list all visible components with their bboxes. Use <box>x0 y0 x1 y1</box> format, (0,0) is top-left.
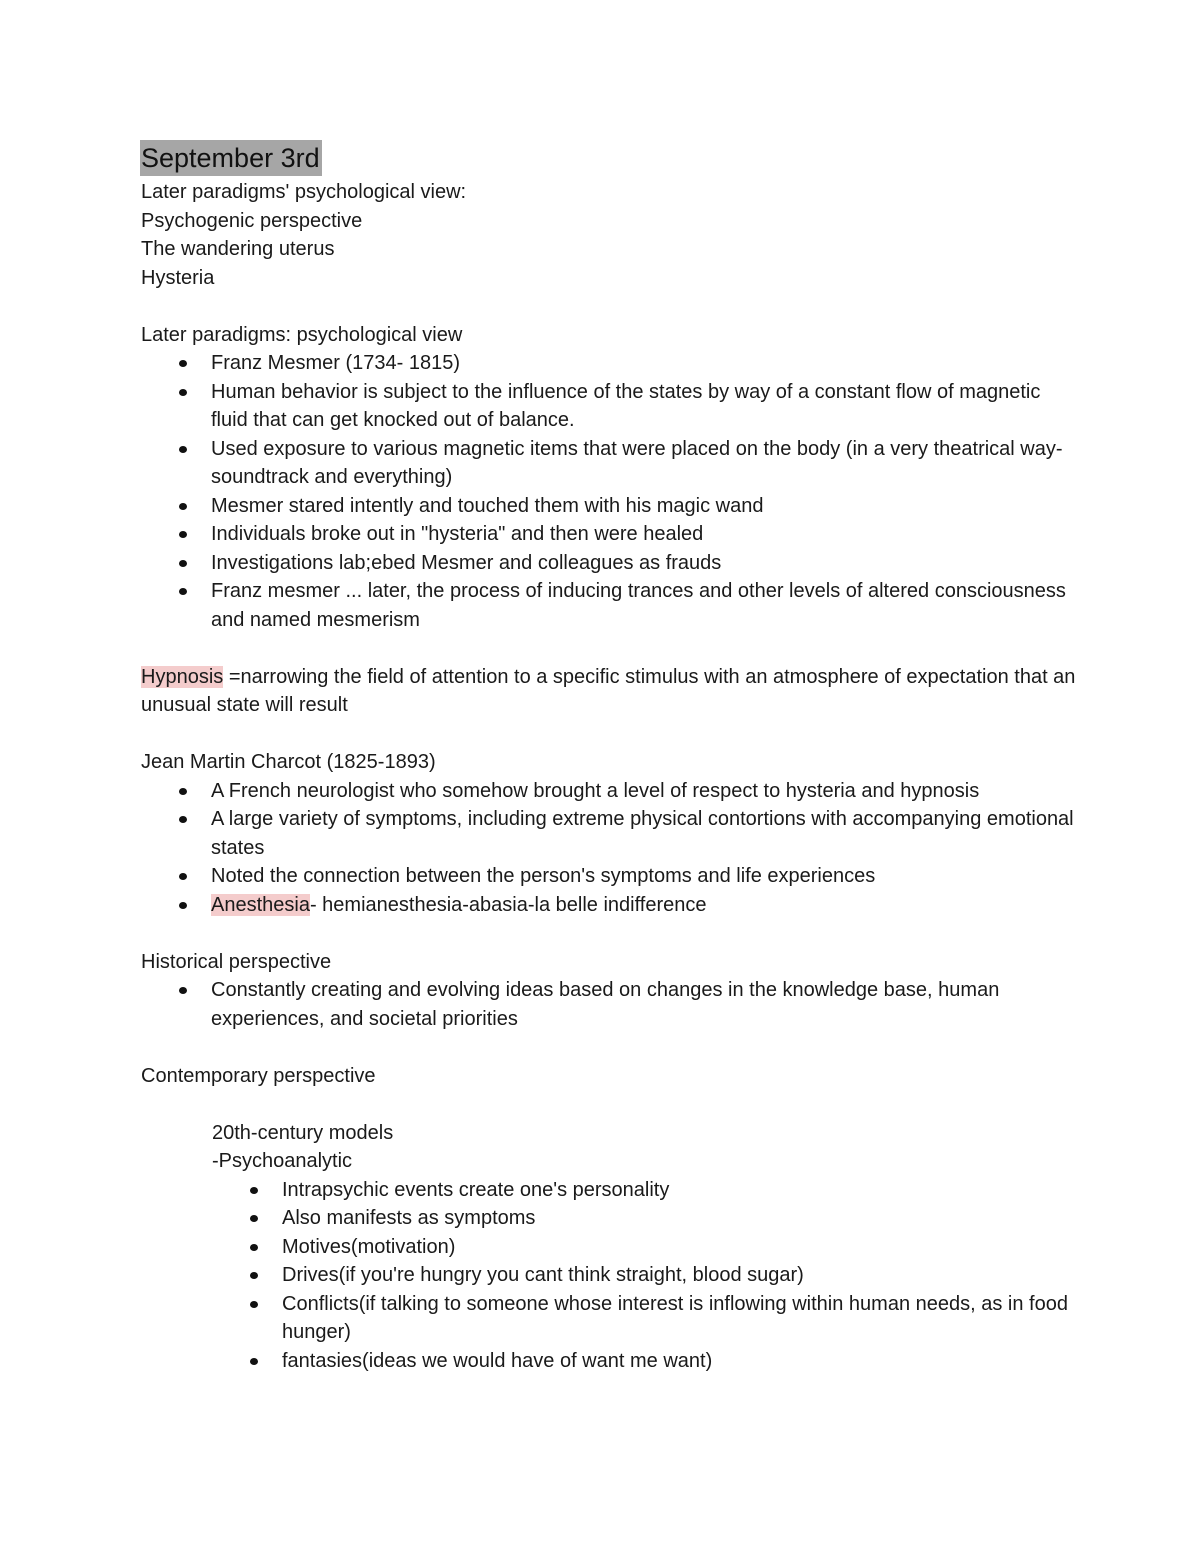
hypnosis-definition-text: =narrowing the field of attention to a specific stimulus with an atmosphere of expectation that an unusual state will result <box>141 665 1081 716</box>
list-item: Investigations lab;ebed Mesmer and colleagues as frauds <box>141 549 1081 578</box>
list-item: Mesmer stared intently and touched them with his magic wand <box>141 492 1081 521</box>
section-heading-contemporary: Contemporary perspective <box>141 1064 376 1087</box>
list-item: Also manifests as symptoms <box>212 1204 1081 1233</box>
list-item: Human behavior is subject to the influence of the states by way of a constant flow of magnetic fluid that can get knocked out of balance. <box>141 378 1081 435</box>
spacer <box>141 292 1081 321</box>
subheading-psychoanalytic: -Psychoanalytic <box>212 1150 353 1172</box>
list-item: A French neurologist who somehow brought a level of respect to hysteria and hypnosis <box>141 777 1081 806</box>
spacer <box>141 1090 1081 1119</box>
spacer <box>141 919 1081 948</box>
section-heading-historical: Historical perspective <box>141 950 332 973</box>
spacer <box>141 634 1081 663</box>
spacer <box>141 720 1081 749</box>
document-page <box>141 140 1081 1375</box>
intro-line: Psychogenic perspective <box>141 209 363 232</box>
mesmer-bullet-list <box>141 349 1081 634</box>
list-item <box>141 891 1081 920</box>
historical-bullet-list <box>141 976 1081 1033</box>
page-title: September 3rd <box>140 140 322 176</box>
hypnosis-definition <box>141 663 1081 720</box>
subheading-models: 20th-century models <box>212 1121 394 1144</box>
list-item: Noted the connection between the person's symptoms and life experiences <box>141 862 1081 891</box>
psychoanalytic-bullet-list <box>212 1176 1081 1376</box>
anesthesia-term: Anesthesia <box>211 893 310 916</box>
section-heading-charcot: Jean Martin Charcot (1825-1893) <box>141 751 436 773</box>
intro-line: The wandering uterus <box>141 238 335 260</box>
anesthesia-rest: - hemianesthesia-abasia-la belle indifference <box>309 893 707 916</box>
intro-line: Later paradigms' psychological view: <box>141 181 467 203</box>
list-item: Used exposure to various magnetic items that were placed on the body (in a very theatrical way- soundtrack and everything) <box>141 435 1081 492</box>
list-item: Intrapsychic events create one's personality <box>212 1176 1081 1205</box>
section-heading-mesmer: Later paradigms: psychological view <box>141 323 463 346</box>
list-item: Conflicts(if talking to someone whose interest is inflowing within human needs, as in food hunger) <box>212 1290 1081 1347</box>
list-item: Motives(motivation) <box>212 1233 1081 1262</box>
list-item: Individuals broke out in "hysteria" and then were healed <box>141 520 1081 549</box>
list-item: Constantly creating and evolving ideas based on changes in the knowledge base, human experiences, and societal priorities <box>141 976 1081 1033</box>
hypnosis-term: Hypnosis <box>141 665 224 688</box>
intro-line: Hysteria <box>141 266 215 289</box>
charcot-bullet-list <box>141 777 1081 920</box>
contemporary-indent-block <box>141 1119 1081 1376</box>
list-item: A large variety of symptoms, including extreme physical contortions with accompanying emotional states <box>141 805 1081 862</box>
spacer <box>141 1033 1081 1062</box>
list-item: Drives(if you're hungry you cant think straight, blood sugar) <box>212 1261 1081 1290</box>
list-item: Franz mesmer ... later, the process of inducing trances and other levels of altered consciousness and named mesmerism <box>141 577 1081 634</box>
list-item: Franz Mesmer (1734- 1815) <box>141 349 1081 378</box>
list-item: fantasies(ideas we would have of want me want) <box>212 1347 1081 1376</box>
